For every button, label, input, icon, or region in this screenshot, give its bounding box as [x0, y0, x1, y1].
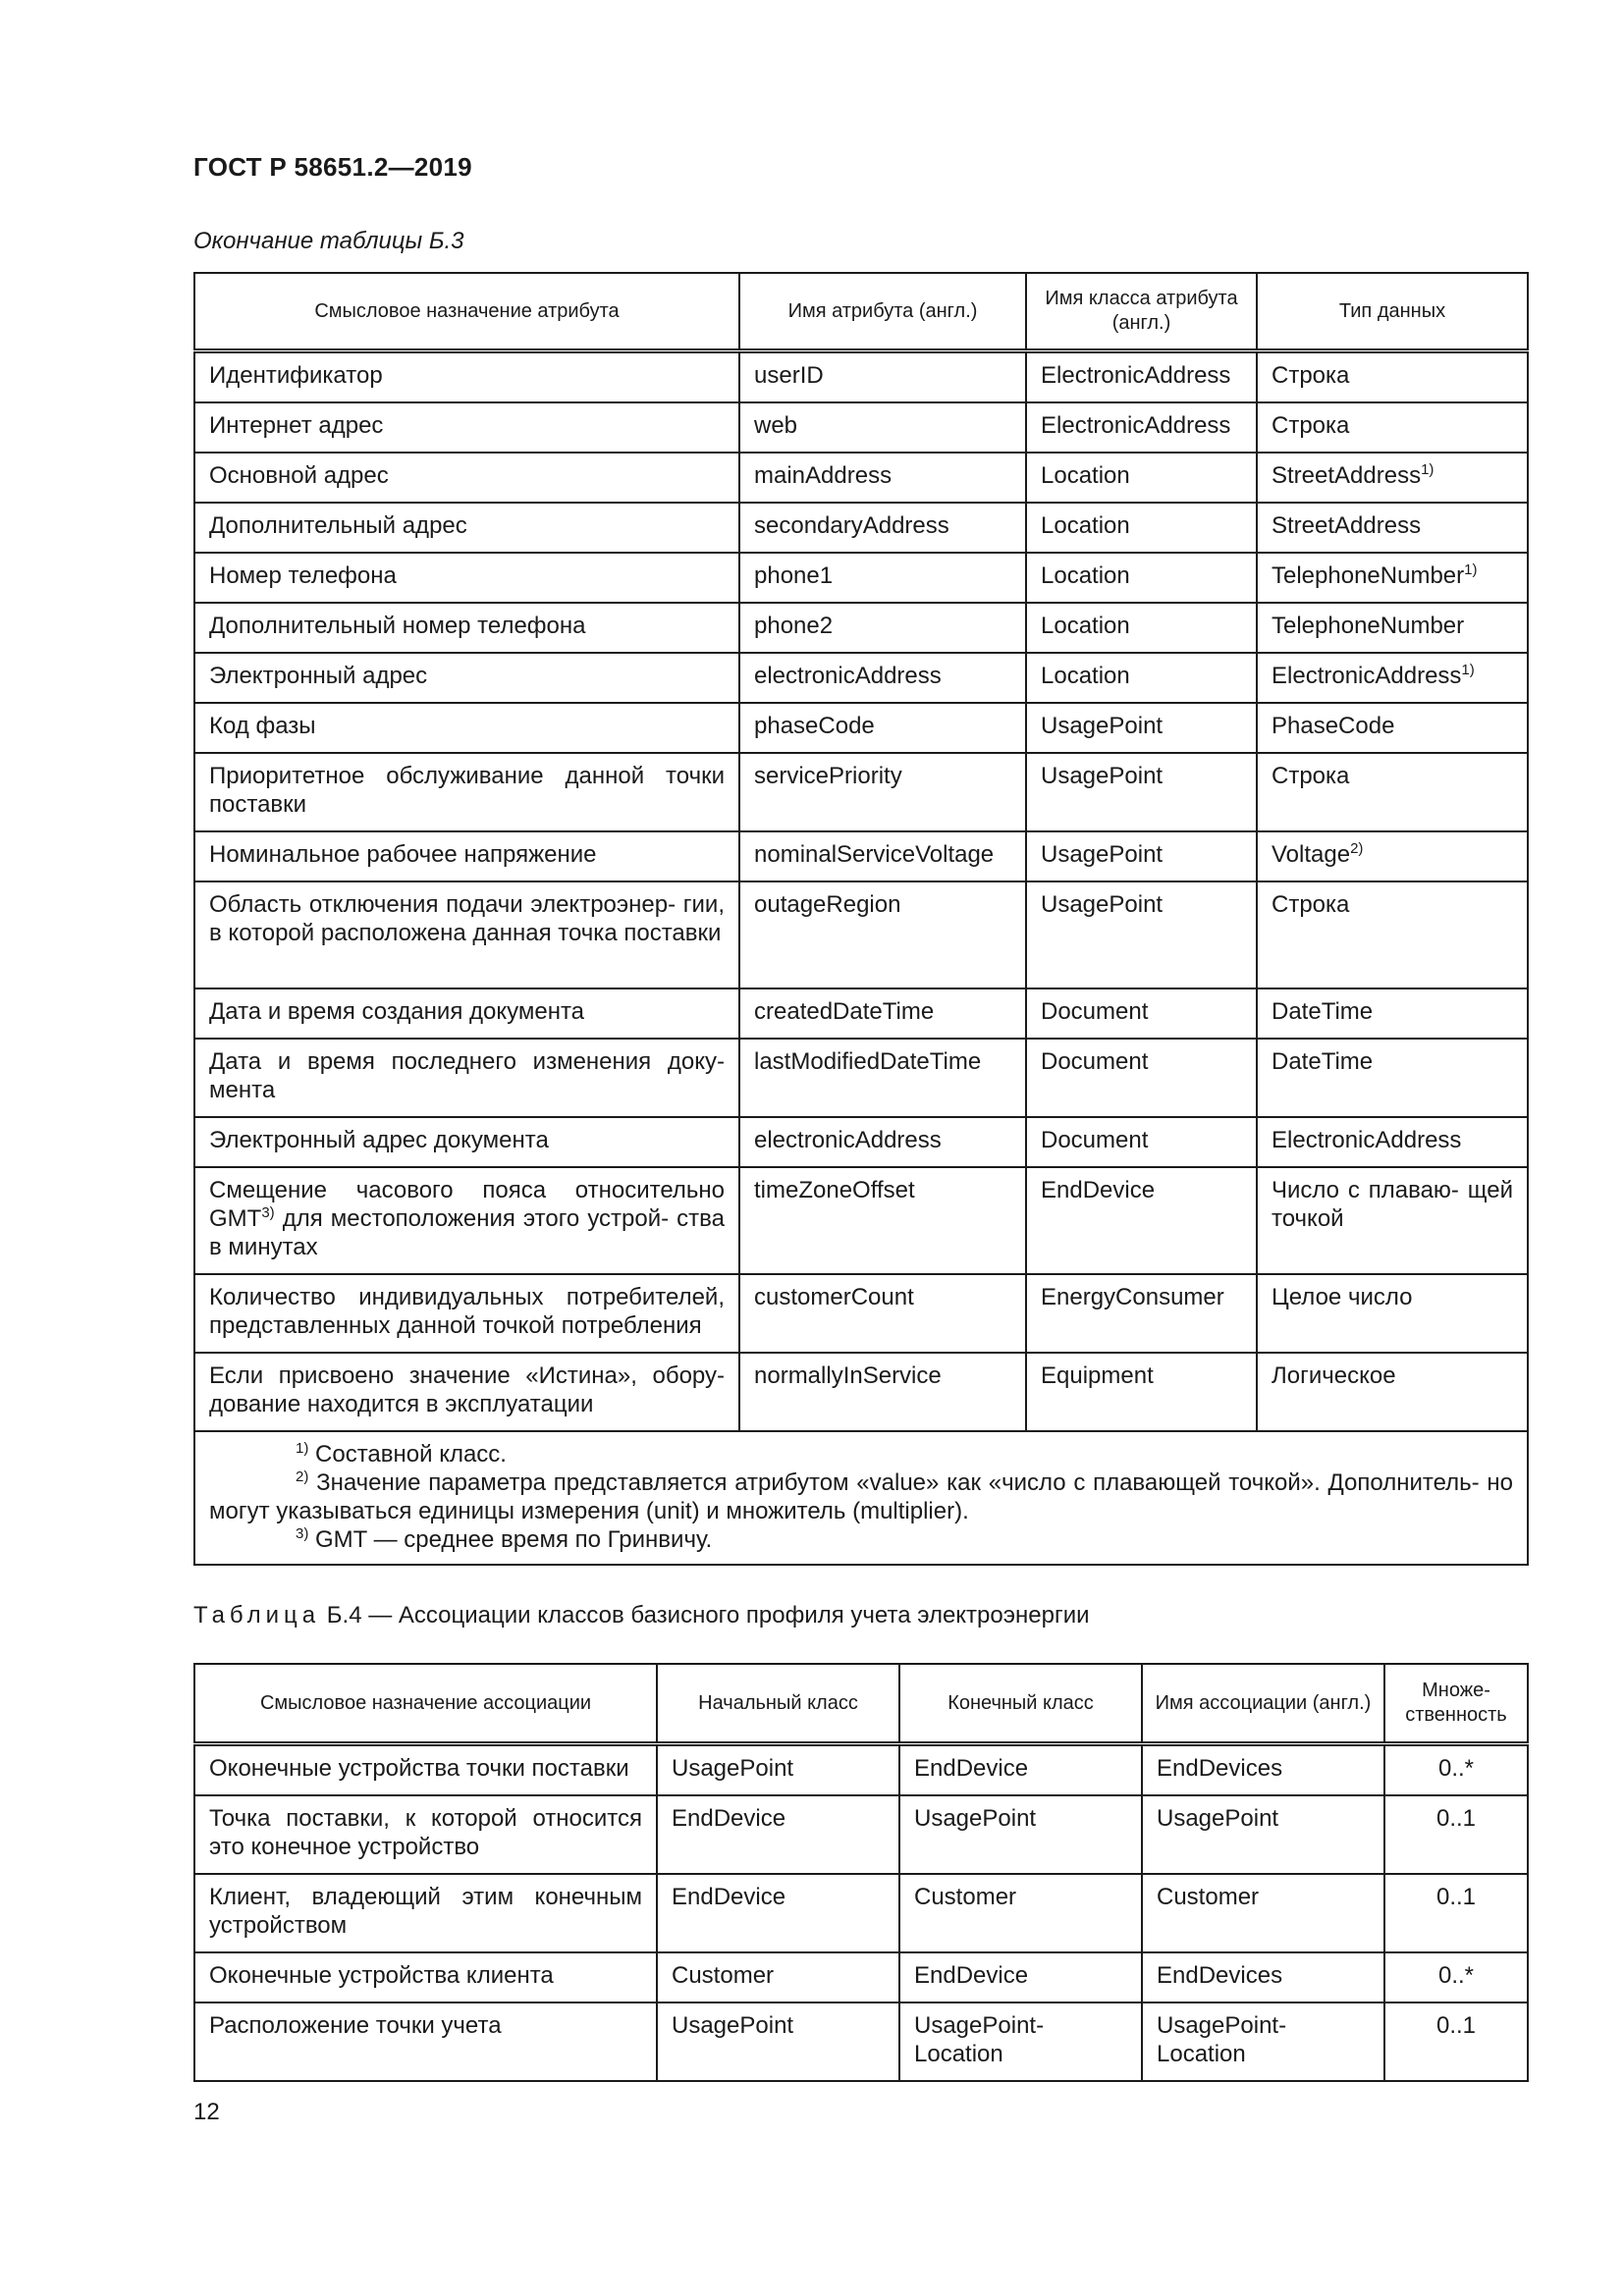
- type-text: Строка: [1272, 362, 1350, 389]
- footnote: [209, 1468, 1513, 1525]
- cell-association-name: Customer: [1142, 1874, 1384, 1952]
- cell-purpose: Дата и время создания документа: [194, 988, 739, 1039]
- cell-purpose: Количество индивидуальных потребителей, представленных данной точкой потребления: [194, 1274, 739, 1353]
- cell-purpose: Интернет адрес: [194, 402, 739, 453]
- cell-end-class: UsagePoint: [899, 1795, 1142, 1874]
- table-notes: [194, 1431, 1528, 1565]
- column-header: Имя атрибута (англ.): [739, 273, 1026, 351]
- cell-purpose: [194, 1167, 739, 1274]
- type-text: StreetAddress: [1272, 462, 1422, 489]
- type-text: TelephoneNumber: [1272, 613, 1465, 639]
- type-text: Строка: [1272, 763, 1350, 789]
- footnote-mark: 1): [296, 1440, 309, 1457]
- table-notes-row: [194, 1431, 1528, 1565]
- cell-class: Equipment: [1026, 1353, 1257, 1431]
- cell-attribute: normallyInService: [739, 1353, 1026, 1431]
- column-header: Множе- ственность: [1384, 1664, 1528, 1744]
- type-text: Строка: [1272, 891, 1350, 918]
- cell-class: UsagePoint: [1026, 753, 1257, 831]
- cell-attribute: electronicAddress: [739, 1117, 1026, 1167]
- cell-purpose: Оконечные устройства клиента: [194, 1952, 657, 2002]
- cell-type: [1257, 351, 1528, 403]
- footnote: [209, 1525, 1513, 1554]
- cell-purpose: Область отключения подачи электроэнер- гии, в которой расположена данная точка поставки: [194, 881, 739, 988]
- column-header: Имя класса атрибута (англ.): [1026, 273, 1257, 351]
- footnote-mark: 3): [261, 1204, 275, 1221]
- cell-type: [1257, 1117, 1528, 1167]
- cell-purpose: Точка поставки, к которой относится это конечное устройство: [194, 1795, 657, 1874]
- cell-type: [1257, 553, 1528, 603]
- column-header: Тип данных: [1257, 273, 1528, 351]
- cell-attribute: web: [739, 402, 1026, 453]
- table-row: [194, 1353, 1528, 1431]
- cell-purpose: Дополнительный адрес: [194, 503, 739, 553]
- table-row: [194, 653, 1528, 703]
- cell-attribute: secondaryAddress: [739, 503, 1026, 553]
- cell-class: UsagePoint: [1026, 881, 1257, 988]
- table-row: [194, 1274, 1528, 1353]
- table-b3: [193, 272, 1529, 1566]
- cell-attribute: phone2: [739, 603, 1026, 653]
- cell-start-class: UsagePoint: [657, 1744, 899, 1796]
- footnote-mark: 2): [296, 1468, 309, 1485]
- cell-class: ElectronicAddress: [1026, 402, 1257, 453]
- cell-end-class: EndDevice: [899, 1744, 1142, 1796]
- cell-purpose: Клиент, владеющий этим конечным устройством: [194, 1874, 657, 1952]
- cell-type: [1257, 603, 1528, 653]
- cell-purpose: Дата и время последнего изменения доку- мента: [194, 1039, 739, 1117]
- cell-multiplicity: 0..1: [1384, 1874, 1528, 1952]
- table-row: [194, 553, 1528, 603]
- footnote-text: GMT — среднее время по Гринвичу.: [308, 1526, 713, 1553]
- table-row: [194, 881, 1528, 988]
- cell-end-class: Customer: [899, 1874, 1142, 1952]
- cell-purpose: Код фазы: [194, 703, 739, 753]
- cell-class: Location: [1026, 553, 1257, 603]
- cell-attribute: timeZoneOffset: [739, 1167, 1026, 1274]
- cell-purpose: Если присвоено значение «Истина», обору- дование находится в эксплуатации: [194, 1353, 739, 1431]
- type-text: StreetAddress: [1272, 512, 1422, 539]
- cell-type: [1257, 703, 1528, 753]
- footnote-text: Составной класс.: [308, 1441, 507, 1468]
- table-b3-caption: Окончание таблицы Б.3: [193, 228, 464, 254]
- cell-association-name: UsagePoint: [1142, 1795, 1384, 1874]
- table-row: [194, 1167, 1528, 1274]
- type-text: ElectronicAddress: [1272, 663, 1462, 689]
- cell-attribute: lastModifiedDateTime: [739, 1039, 1026, 1117]
- document-code: ГОСТ Р 58651.2—2019: [193, 152, 472, 182]
- cell-association-name: EndDevices: [1142, 1744, 1384, 1796]
- type-text: Voltage: [1272, 841, 1351, 868]
- type-text: TelephoneNumber: [1272, 562, 1465, 589]
- cell-class: Document: [1026, 988, 1257, 1039]
- column-header: Конечный класс: [899, 1664, 1142, 1744]
- cell-class: Location: [1026, 653, 1257, 703]
- cell-association-name: UsagePoint- Location: [1142, 2002, 1384, 2081]
- cell-attribute: phaseCode: [739, 703, 1026, 753]
- cell-attribute: nominalServiceVoltage: [739, 831, 1026, 881]
- footnote-mark: 2): [1350, 840, 1364, 857]
- footnote: [209, 1440, 1513, 1468]
- table-row: [194, 1744, 1528, 1796]
- cell-purpose: Основной адрес: [194, 453, 739, 503]
- cell-end-class: EndDevice: [899, 1952, 1142, 2002]
- cell-class: EnergyConsumer: [1026, 1274, 1257, 1353]
- cell-attribute: phone1: [739, 553, 1026, 603]
- cell-attribute: servicePriority: [739, 753, 1026, 831]
- cell-attribute: electronicAddress: [739, 653, 1026, 703]
- footnote-mark: 1): [1464, 561, 1478, 578]
- cell-type: [1257, 453, 1528, 503]
- cell-purpose: Номер телефона: [194, 553, 739, 603]
- cell-type: [1257, 1353, 1528, 1431]
- cell-purpose: Дополнительный номер телефона: [194, 603, 739, 653]
- table-row: [194, 753, 1528, 831]
- column-header: Смысловое назначение атрибута: [194, 273, 739, 351]
- cell-class: ElectronicAddress: [1026, 351, 1257, 403]
- cell-multiplicity: 0..1: [1384, 1795, 1528, 1874]
- type-text: Целое число: [1272, 1284, 1413, 1310]
- table-row: [194, 1952, 1528, 2002]
- column-header: Начальный класс: [657, 1664, 899, 1744]
- caption-word: Таблица: [193, 1602, 321, 1629]
- cell-purpose: Приоритетное обслуживание данной точки поставки: [194, 753, 739, 831]
- table-row: [194, 1795, 1528, 1874]
- type-text: Число с плаваю- щей точкой: [1272, 1177, 1513, 1232]
- cell-class: EndDevice: [1026, 1167, 1257, 1274]
- cell-class: Location: [1026, 603, 1257, 653]
- cell-attribute: createdDateTime: [739, 988, 1026, 1039]
- table-row: [194, 603, 1528, 653]
- page-number: 12: [193, 2099, 220, 2125]
- cell-type: [1257, 881, 1528, 988]
- cell-start-class: EndDevice: [657, 1795, 899, 1874]
- table-row: [194, 351, 1528, 403]
- type-text: Логическое: [1272, 1362, 1396, 1389]
- footnote-mark: 1): [1461, 662, 1475, 678]
- table-b4: [193, 1663, 1529, 2082]
- cell-type: [1257, 753, 1528, 831]
- cell-type: [1257, 402, 1528, 453]
- cell-class: Document: [1026, 1039, 1257, 1117]
- footnote-mark: 1): [1421, 461, 1435, 478]
- cell-purpose: Электронный адрес документа: [194, 1117, 739, 1167]
- cell-multiplicity: 0..*: [1384, 1744, 1528, 1796]
- cell-start-class: UsagePoint: [657, 2002, 899, 2081]
- column-header: Имя ассоциации (англ.): [1142, 1664, 1384, 1744]
- cell-class: Document: [1026, 1117, 1257, 1167]
- table-row: [194, 1874, 1528, 1952]
- cell-attribute: userID: [739, 351, 1026, 403]
- table-b4-caption: [193, 1602, 1090, 1629]
- purpose-text: Смещение часового пояса относительно GMT: [209, 1177, 725, 1232]
- cell-multiplicity: 0..1: [1384, 2002, 1528, 2081]
- cell-type: [1257, 1274, 1528, 1353]
- table-row: [194, 1039, 1528, 1117]
- table-row: [194, 453, 1528, 503]
- table-header-row: [194, 1664, 1528, 1744]
- table-row: [194, 703, 1528, 753]
- type-text: Строка: [1272, 412, 1350, 439]
- cell-purpose: Номинальное рабочее напряжение: [194, 831, 739, 881]
- type-text: ElectronicAddress: [1272, 1127, 1462, 1153]
- table-row: [194, 503, 1528, 553]
- type-text: DateTime: [1272, 998, 1374, 1025]
- cell-type: [1257, 503, 1528, 553]
- table-row: [194, 831, 1528, 881]
- caption-text: Б.4 — Ассоциации классов базисного профиля учета электроэнергии: [320, 1602, 1090, 1629]
- cell-type: [1257, 1167, 1528, 1274]
- cell-start-class: Customer: [657, 1952, 899, 2002]
- type-text: DateTime: [1272, 1048, 1374, 1075]
- type-text: PhaseCode: [1272, 713, 1395, 739]
- cell-type: [1257, 988, 1528, 1039]
- table-row: [194, 2002, 1528, 2081]
- cell-attribute: customerCount: [739, 1274, 1026, 1353]
- cell-purpose: Идентификатор: [194, 351, 739, 403]
- cell-start-class: EndDevice: [657, 1874, 899, 1952]
- footnote-mark: 3): [296, 1525, 309, 1542]
- footnote-text: Значение параметра представляется атрибутом «value» как «число с плавающей точкой». Дополнитель- но могут указываться единицы измерения (unit) и множитель (multiplier).: [209, 1469, 1513, 1524]
- cell-class: Location: [1026, 503, 1257, 553]
- table-row: [194, 1117, 1528, 1167]
- cell-end-class: UsagePoint- Location: [899, 2002, 1142, 2081]
- table-row: [194, 988, 1528, 1039]
- cell-class: Location: [1026, 453, 1257, 503]
- cell-purpose: Оконечные устройства точки поставки: [194, 1744, 657, 1796]
- cell-attribute: outageRegion: [739, 881, 1026, 988]
- cell-type: [1257, 1039, 1528, 1117]
- cell-type: [1257, 653, 1528, 703]
- cell-class: UsagePoint: [1026, 703, 1257, 753]
- cell-purpose: Расположение точки учета: [194, 2002, 657, 2081]
- cell-purpose: Электронный адрес: [194, 653, 739, 703]
- cell-association-name: EndDevices: [1142, 1952, 1384, 2002]
- cell-class: UsagePoint: [1026, 831, 1257, 881]
- table-row: [194, 402, 1528, 453]
- cell-attribute: mainAddress: [739, 453, 1026, 503]
- table-header-row: [194, 273, 1528, 351]
- column-header: Смысловое назначение ассоциации: [194, 1664, 657, 1744]
- cell-multiplicity: 0..*: [1384, 1952, 1528, 2002]
- cell-type: [1257, 831, 1528, 881]
- purpose-text: для местоположения этого устрой- ства в минутах: [209, 1205, 725, 1260]
